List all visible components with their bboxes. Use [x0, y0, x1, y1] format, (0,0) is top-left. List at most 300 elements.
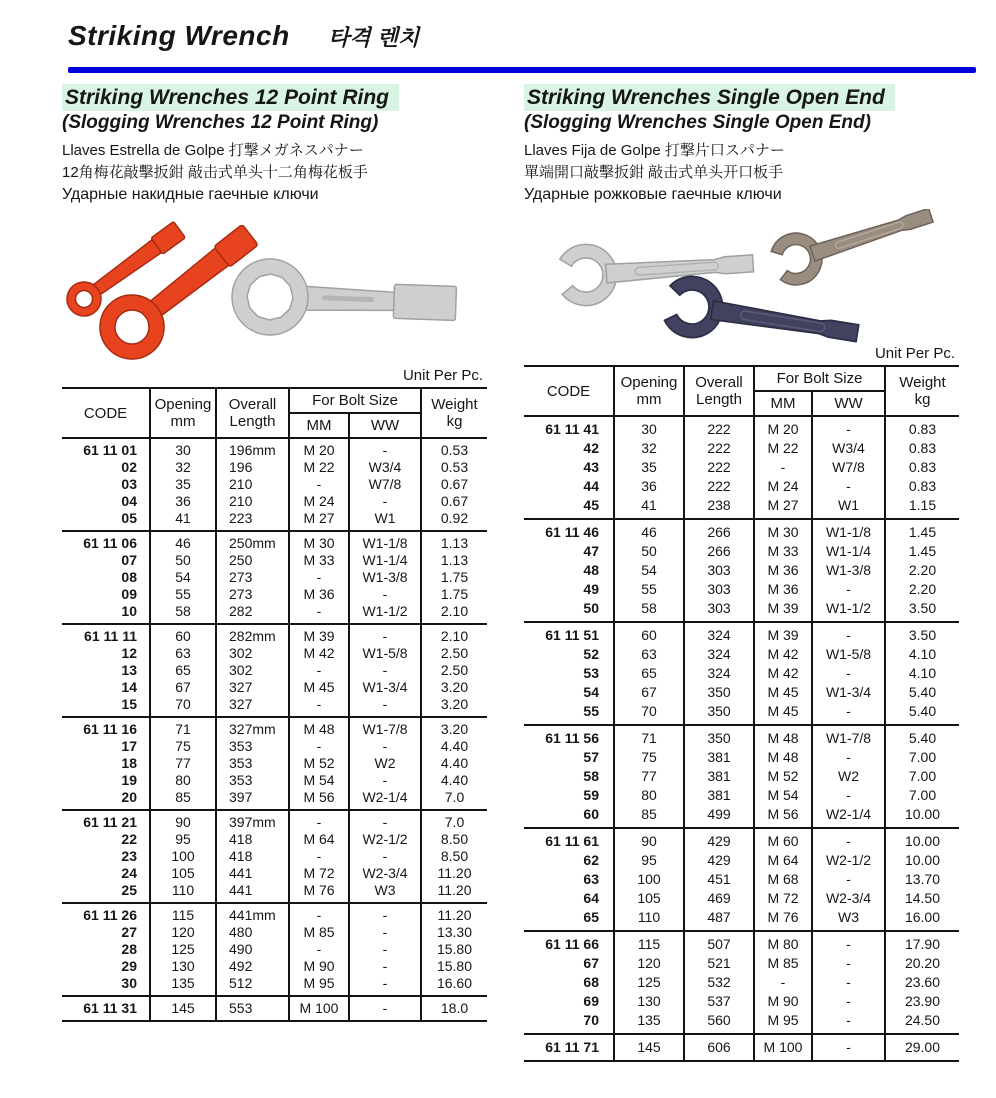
cell-opening: 32: [150, 459, 216, 476]
cell-ww: -: [812, 828, 885, 851]
cell-ww: W1-3/8: [349, 569, 421, 586]
table-row: [62, 975, 487, 996]
open-end-wrench-spec-table: [524, 365, 959, 1062]
table-row: [62, 662, 487, 679]
table-row: [62, 586, 487, 603]
cell-ww: -: [349, 924, 421, 941]
cell-ww: W1-3/4: [812, 683, 885, 702]
cell-code: 22: [121, 831, 137, 847]
table-row: [62, 772, 487, 789]
table-row: [62, 438, 487, 459]
cell-opening: 120: [614, 954, 684, 973]
cell-opening: 54: [614, 561, 684, 580]
cell-overall: 273: [216, 586, 289, 603]
cell-weight: 23.90: [885, 992, 959, 1011]
cell-mm: M 95: [754, 1011, 812, 1034]
col-header-overall-line1: Overall: [695, 374, 743, 391]
cell-opening: 50: [614, 542, 684, 561]
cell-code: 53: [583, 665, 599, 681]
cell-opening: 105: [150, 865, 216, 882]
cell-weight: 5.40: [885, 725, 959, 748]
col-header-code: CODE: [62, 388, 150, 438]
cell-ww: W7/8: [349, 476, 421, 493]
cell-code: 61 11 61: [524, 828, 614, 851]
table-row: [524, 992, 959, 1011]
cell-code: 61 11 56: [524, 725, 614, 748]
cell-opening: 75: [614, 748, 684, 767]
cell-overall: 238: [684, 496, 754, 519]
cell-overall: 250: [216, 552, 289, 569]
cell-ww: -: [349, 624, 421, 645]
cell-overall: 418: [216, 848, 289, 865]
cell-overall: 303: [684, 599, 754, 622]
cell-mm: M 90: [289, 958, 349, 975]
cell-mm: M 33: [289, 552, 349, 569]
table-row: [524, 1034, 959, 1061]
cell-weight: 0.83: [885, 439, 959, 458]
cell-opening: 55: [150, 586, 216, 603]
cell-ww: -: [812, 954, 885, 973]
cell-opening: 46: [614, 519, 684, 542]
table-row: [62, 789, 487, 810]
page-title-korean: 타격 렌치: [328, 25, 420, 50]
cell-mm: M 39: [754, 622, 812, 645]
cell-overall: 327mm: [216, 717, 289, 738]
cell-code: 61 11 01: [62, 438, 150, 459]
cell-overall: 282mm: [216, 624, 289, 645]
cell-code: 69: [583, 993, 599, 1009]
cell-ww: -: [349, 586, 421, 603]
cell-opening: 41: [614, 496, 684, 519]
cell-overall: 441: [216, 865, 289, 882]
table-row: [524, 664, 959, 683]
cell-code: 43: [583, 459, 599, 475]
page-header: [68, 20, 978, 52]
table-header: [62, 388, 487, 438]
cell-code: 68: [583, 974, 599, 990]
cell-overall: 397: [216, 789, 289, 810]
table-row: [524, 622, 959, 645]
table-row: [62, 958, 487, 975]
cell-overall: 381: [684, 748, 754, 767]
cell-ww: W1-1/8: [812, 519, 885, 542]
cell-overall: 302: [216, 645, 289, 662]
table-row: [524, 973, 959, 992]
cell-mm: M 42: [754, 664, 812, 683]
table-row: [62, 459, 487, 476]
cell-opening: 63: [150, 645, 216, 662]
table-row: [62, 603, 487, 624]
cell-ww: W2-1/2: [349, 831, 421, 848]
cell-ww: W2-1/4: [349, 789, 421, 810]
table-row: [524, 870, 959, 889]
cell-overall: 532: [684, 973, 754, 992]
table-row: [62, 996, 487, 1021]
cell-mm: -: [754, 973, 812, 992]
cell-weight: 15.80: [421, 958, 487, 975]
cell-weight: 0.92: [421, 510, 487, 531]
col-header-weight-line1: Weight: [431, 396, 478, 413]
table-row: [524, 645, 959, 664]
cell-mm: -: [289, 662, 349, 679]
cell-mm: -: [289, 848, 349, 865]
cell-ww: W1-1/2: [812, 599, 885, 622]
cell-ww: -: [812, 931, 885, 954]
cell-overall: 273: [216, 569, 289, 586]
cell-ww: -: [349, 810, 421, 831]
cell-code: 61 11 66: [524, 931, 614, 954]
cell-mm: M 76: [754, 908, 812, 931]
table-row: [524, 702, 959, 725]
table-row: [524, 542, 959, 561]
cell-opening: 54: [150, 569, 216, 586]
table-row: [62, 831, 487, 848]
cell-opening: 100: [614, 870, 684, 889]
cell-mm: M 30: [289, 531, 349, 552]
cell-mm: M 33: [754, 542, 812, 561]
cell-mm: M 72: [289, 865, 349, 882]
cell-opening: 85: [150, 789, 216, 810]
cell-overall: 492: [216, 958, 289, 975]
cell-opening: 80: [614, 786, 684, 805]
cell-overall: 499: [684, 805, 754, 828]
cell-overall: 353: [216, 738, 289, 755]
cell-code: 12: [121, 645, 137, 661]
table-row: [524, 908, 959, 931]
table-header: [524, 366, 959, 416]
col-header-for-bolt-size: For Bolt Size: [289, 388, 421, 413]
cell-ww: W1-1/4: [812, 542, 885, 561]
cell-opening: 90: [150, 810, 216, 831]
cell-weight: 8.50: [421, 831, 487, 848]
col-header-opening: [614, 366, 684, 416]
cell-opening: 65: [614, 664, 684, 683]
cell-overall: 451: [684, 870, 754, 889]
cell-opening: 130: [614, 992, 684, 1011]
cell-weight: 10.00: [885, 851, 959, 870]
cell-weight: 3.20: [421, 679, 487, 696]
cell-ww: -: [349, 996, 421, 1021]
cell-mm: M 42: [754, 645, 812, 664]
cell-code: 61 11 21: [62, 810, 150, 831]
cell-code: 49: [583, 581, 599, 597]
cell-mm: M 85: [754, 954, 812, 973]
cell-code: 64: [583, 890, 599, 906]
table-row: [524, 805, 959, 828]
cell-code: 61 11 31: [62, 996, 150, 1021]
cell-code: 19: [121, 772, 137, 788]
cell-opening: 105: [614, 889, 684, 908]
cell-ww: W1-5/8: [812, 645, 885, 664]
cell-mm: M 48: [289, 717, 349, 738]
section-subheading: (Slogging Wrenches Single Open End): [524, 112, 871, 133]
cell-mm: M 54: [754, 786, 812, 805]
cell-code: 61 11 41: [524, 416, 614, 439]
cell-weight: 3.20: [421, 696, 487, 717]
lang-line-russian: Ударные накидные гаечные ключи: [62, 186, 319, 203]
cell-ww: W1-1/4: [349, 552, 421, 569]
cell-opening: 60: [150, 624, 216, 645]
cell-weight: 0.83: [885, 477, 959, 496]
cell-mm: M 22: [754, 439, 812, 458]
steel-12-point-ring-striking-wrench-icon: [231, 258, 458, 342]
cell-ww: W3/4: [812, 439, 885, 458]
cell-overall: 324: [684, 645, 754, 664]
section-12-point-ring: [62, 84, 500, 1022]
table-row: [62, 531, 487, 552]
cell-ww: W1-1/8: [349, 531, 421, 552]
navy-open-end-striking-wrench-icon: [662, 273, 862, 345]
cell-weight: 0.67: [421, 493, 487, 510]
cell-code: 08: [121, 569, 137, 585]
cell-weight: 2.50: [421, 645, 487, 662]
cell-weight: 7.00: [885, 786, 959, 805]
cell-weight: 10.00: [885, 805, 959, 828]
cell-code: 14: [121, 679, 137, 695]
cell-ww: -: [812, 622, 885, 645]
cell-overall: 350: [684, 725, 754, 748]
cell-opening: 85: [614, 805, 684, 828]
cell-code: 45: [583, 497, 599, 513]
cell-opening: 60: [614, 622, 684, 645]
cell-opening: 30: [150, 438, 216, 459]
cell-weight: 1.75: [421, 586, 487, 603]
cell-weight: 2.10: [421, 624, 487, 645]
col-header-opening-line1: Opening: [620, 374, 678, 391]
col-header-opening-line1: Opening: [154, 396, 212, 413]
unit-per-pc-label: Unit Per Pc.: [402, 367, 483, 384]
cell-code: 15: [121, 696, 137, 712]
cell-opening: 67: [150, 679, 216, 696]
table-row: [62, 924, 487, 941]
cell-opening: 145: [614, 1034, 684, 1061]
cell-overall: 512: [216, 975, 289, 996]
col-header-weight-line2: kg: [446, 413, 463, 430]
cell-weight: 1.75: [421, 569, 487, 586]
cell-overall: 222: [684, 439, 754, 458]
cell-overall: 327: [216, 696, 289, 717]
cell-ww: -: [812, 416, 885, 439]
table-row: [524, 748, 959, 767]
cell-weight: 7.00: [885, 767, 959, 786]
cell-overall: 303: [684, 561, 754, 580]
cell-code: 63: [583, 871, 599, 887]
cell-weight: 11.20: [421, 882, 487, 903]
section-heading: Striking Wrenches Single Open End: [524, 84, 895, 111]
cell-overall: 196mm: [216, 438, 289, 459]
cell-ww: -: [812, 992, 885, 1011]
section-subheading: (Slogging Wrenches 12 Point Ring): [62, 112, 379, 133]
table-row: [62, 865, 487, 882]
col-header-overall-length: [216, 388, 289, 438]
cell-code: 25: [121, 882, 137, 898]
cell-opening: 100: [150, 848, 216, 865]
cell-overall: 381: [684, 767, 754, 786]
cell-opening: 90: [614, 828, 684, 851]
cell-opening: 130: [150, 958, 216, 975]
cell-weight: 18.0: [421, 996, 487, 1021]
lang-line-spanish-japanese: Llaves Estrella de Golpe 打撃メガネスパナー: [62, 142, 364, 159]
cell-overall: 327: [216, 679, 289, 696]
cell-opening: 41: [150, 510, 216, 531]
cell-opening: 58: [150, 603, 216, 624]
cell-overall: 490: [216, 941, 289, 958]
gray-open-end-striking-wrench-icon: [768, 209, 939, 290]
cell-overall: 441: [216, 882, 289, 903]
cell-code: 23: [121, 848, 137, 864]
cell-opening: 36: [150, 493, 216, 510]
cell-ww: -: [349, 696, 421, 717]
table-row: [524, 580, 959, 599]
cell-overall: 266: [684, 542, 754, 561]
col-header-ww: WW: [349, 413, 421, 438]
cell-opening: 70: [614, 702, 684, 725]
cell-mm: M 64: [289, 831, 349, 848]
table-row: [62, 624, 487, 645]
cell-code: 61 11 26: [62, 903, 150, 924]
table-row: [524, 496, 959, 519]
cell-weight: 13.70: [885, 870, 959, 889]
cell-code: 61 11 16: [62, 717, 150, 738]
cell-code: 59: [583, 787, 599, 803]
cell-weight: 13.30: [421, 924, 487, 941]
cell-code: 20: [121, 789, 137, 805]
table-row: [62, 493, 487, 510]
section-heading: Striking Wrenches 12 Point Ring: [62, 84, 399, 111]
cell-weight: 0.67: [421, 476, 487, 493]
cell-weight: 7.00: [885, 748, 959, 767]
cell-code: 54: [583, 684, 599, 700]
cell-mm: M 90: [754, 992, 812, 1011]
cell-ww: W1-1/2: [349, 603, 421, 624]
cell-overall: 606: [684, 1034, 754, 1061]
table-row: [524, 786, 959, 805]
table-row: [524, 931, 959, 954]
cell-overall: 350: [684, 683, 754, 702]
cell-opening: 36: [614, 477, 684, 496]
cell-opening: 115: [150, 903, 216, 924]
cell-overall: 222: [684, 416, 754, 439]
cell-code: 61 11 51: [524, 622, 614, 645]
table-row: [62, 882, 487, 903]
cell-code: 30: [121, 975, 137, 991]
cell-opening: 95: [150, 831, 216, 848]
cell-ww: W1: [349, 510, 421, 531]
cell-code: 47: [583, 543, 599, 559]
cell-mm: M 30: [754, 519, 812, 542]
cell-opening: 71: [150, 717, 216, 738]
cell-overall: 324: [684, 664, 754, 683]
cell-mm: -: [289, 941, 349, 958]
cell-code: 28: [121, 941, 137, 957]
cell-mm: M 36: [289, 586, 349, 603]
cell-opening: 35: [150, 476, 216, 493]
cell-ww: W3: [812, 908, 885, 931]
cell-overall: 441mm: [216, 903, 289, 924]
open-end-wrenches-product-image: [524, 209, 970, 345]
cell-code: 58: [583, 768, 599, 784]
table-row: [62, 717, 487, 738]
col-header-overall-length: [684, 366, 754, 416]
cell-weight: 1.45: [885, 519, 959, 542]
cell-overall: 210: [216, 476, 289, 493]
cell-weight: 5.40: [885, 702, 959, 725]
cell-code: 61 11 11: [62, 624, 150, 645]
cell-opening: 145: [150, 996, 216, 1021]
table-body: [62, 438, 487, 1021]
cell-mm: M 95: [289, 975, 349, 996]
cell-code: 29: [121, 958, 137, 974]
cell-overall: 350: [684, 702, 754, 725]
cell-overall: 537: [684, 992, 754, 1011]
cell-mm: M 100: [289, 996, 349, 1021]
col-header-opening: [150, 388, 216, 438]
table-body: [524, 416, 959, 1061]
cell-overall: 487: [684, 908, 754, 931]
cell-opening: 95: [614, 851, 684, 870]
cell-opening: 135: [150, 975, 216, 996]
cell-opening: 75: [150, 738, 216, 755]
cell-code: 04: [121, 493, 137, 509]
cell-opening: 77: [150, 755, 216, 772]
cell-ww: W7/8: [812, 458, 885, 477]
cell-mm: M 76: [289, 882, 349, 903]
cell-weight: 29.00: [885, 1034, 959, 1061]
table-row: [62, 569, 487, 586]
cell-opening: 115: [614, 931, 684, 954]
table-row: [524, 599, 959, 622]
table-row: [524, 889, 959, 908]
cell-weight: 20.20: [885, 954, 959, 973]
cell-weight: 2.50: [421, 662, 487, 679]
cell-ww: -: [812, 748, 885, 767]
cell-ww: -: [349, 975, 421, 996]
cell-overall: 266: [684, 519, 754, 542]
cell-overall: 381: [684, 786, 754, 805]
cell-ww: W3/4: [349, 459, 421, 476]
cell-overall: 282: [216, 603, 289, 624]
cell-mm: M 100: [754, 1034, 812, 1061]
silver-open-end-striking-wrench-icon: [559, 233, 755, 307]
cell-mm: M 24: [754, 477, 812, 496]
cell-overall: 222: [684, 458, 754, 477]
cell-overall: 353: [216, 772, 289, 789]
cell-mm: -: [289, 569, 349, 586]
cell-code: 03: [121, 476, 137, 492]
cell-ww: W2-3/4: [349, 865, 421, 882]
cell-mm: M 48: [754, 748, 812, 767]
cell-weight: 2.10: [421, 603, 487, 624]
col-header-overall-line2: Length: [696, 391, 742, 408]
cell-mm: M 85: [289, 924, 349, 941]
cell-weight: 24.50: [885, 1011, 959, 1034]
cell-ww: -: [349, 493, 421, 510]
cell-mm: M 52: [289, 755, 349, 772]
cell-weight: 15.80: [421, 941, 487, 958]
cell-code: 07: [121, 552, 137, 568]
cell-weight: 14.50: [885, 889, 959, 908]
cell-mm: M 24: [289, 493, 349, 510]
cell-weight: 16.60: [421, 975, 487, 996]
cell-mm: M 64: [754, 851, 812, 870]
cell-code: 10: [121, 603, 137, 619]
table-row: [62, 738, 487, 755]
table-row: [524, 828, 959, 851]
cell-weight: 1.15: [885, 496, 959, 519]
cell-mm: -: [289, 603, 349, 624]
cell-mm: M 22: [289, 459, 349, 476]
cell-mm: M 72: [754, 889, 812, 908]
